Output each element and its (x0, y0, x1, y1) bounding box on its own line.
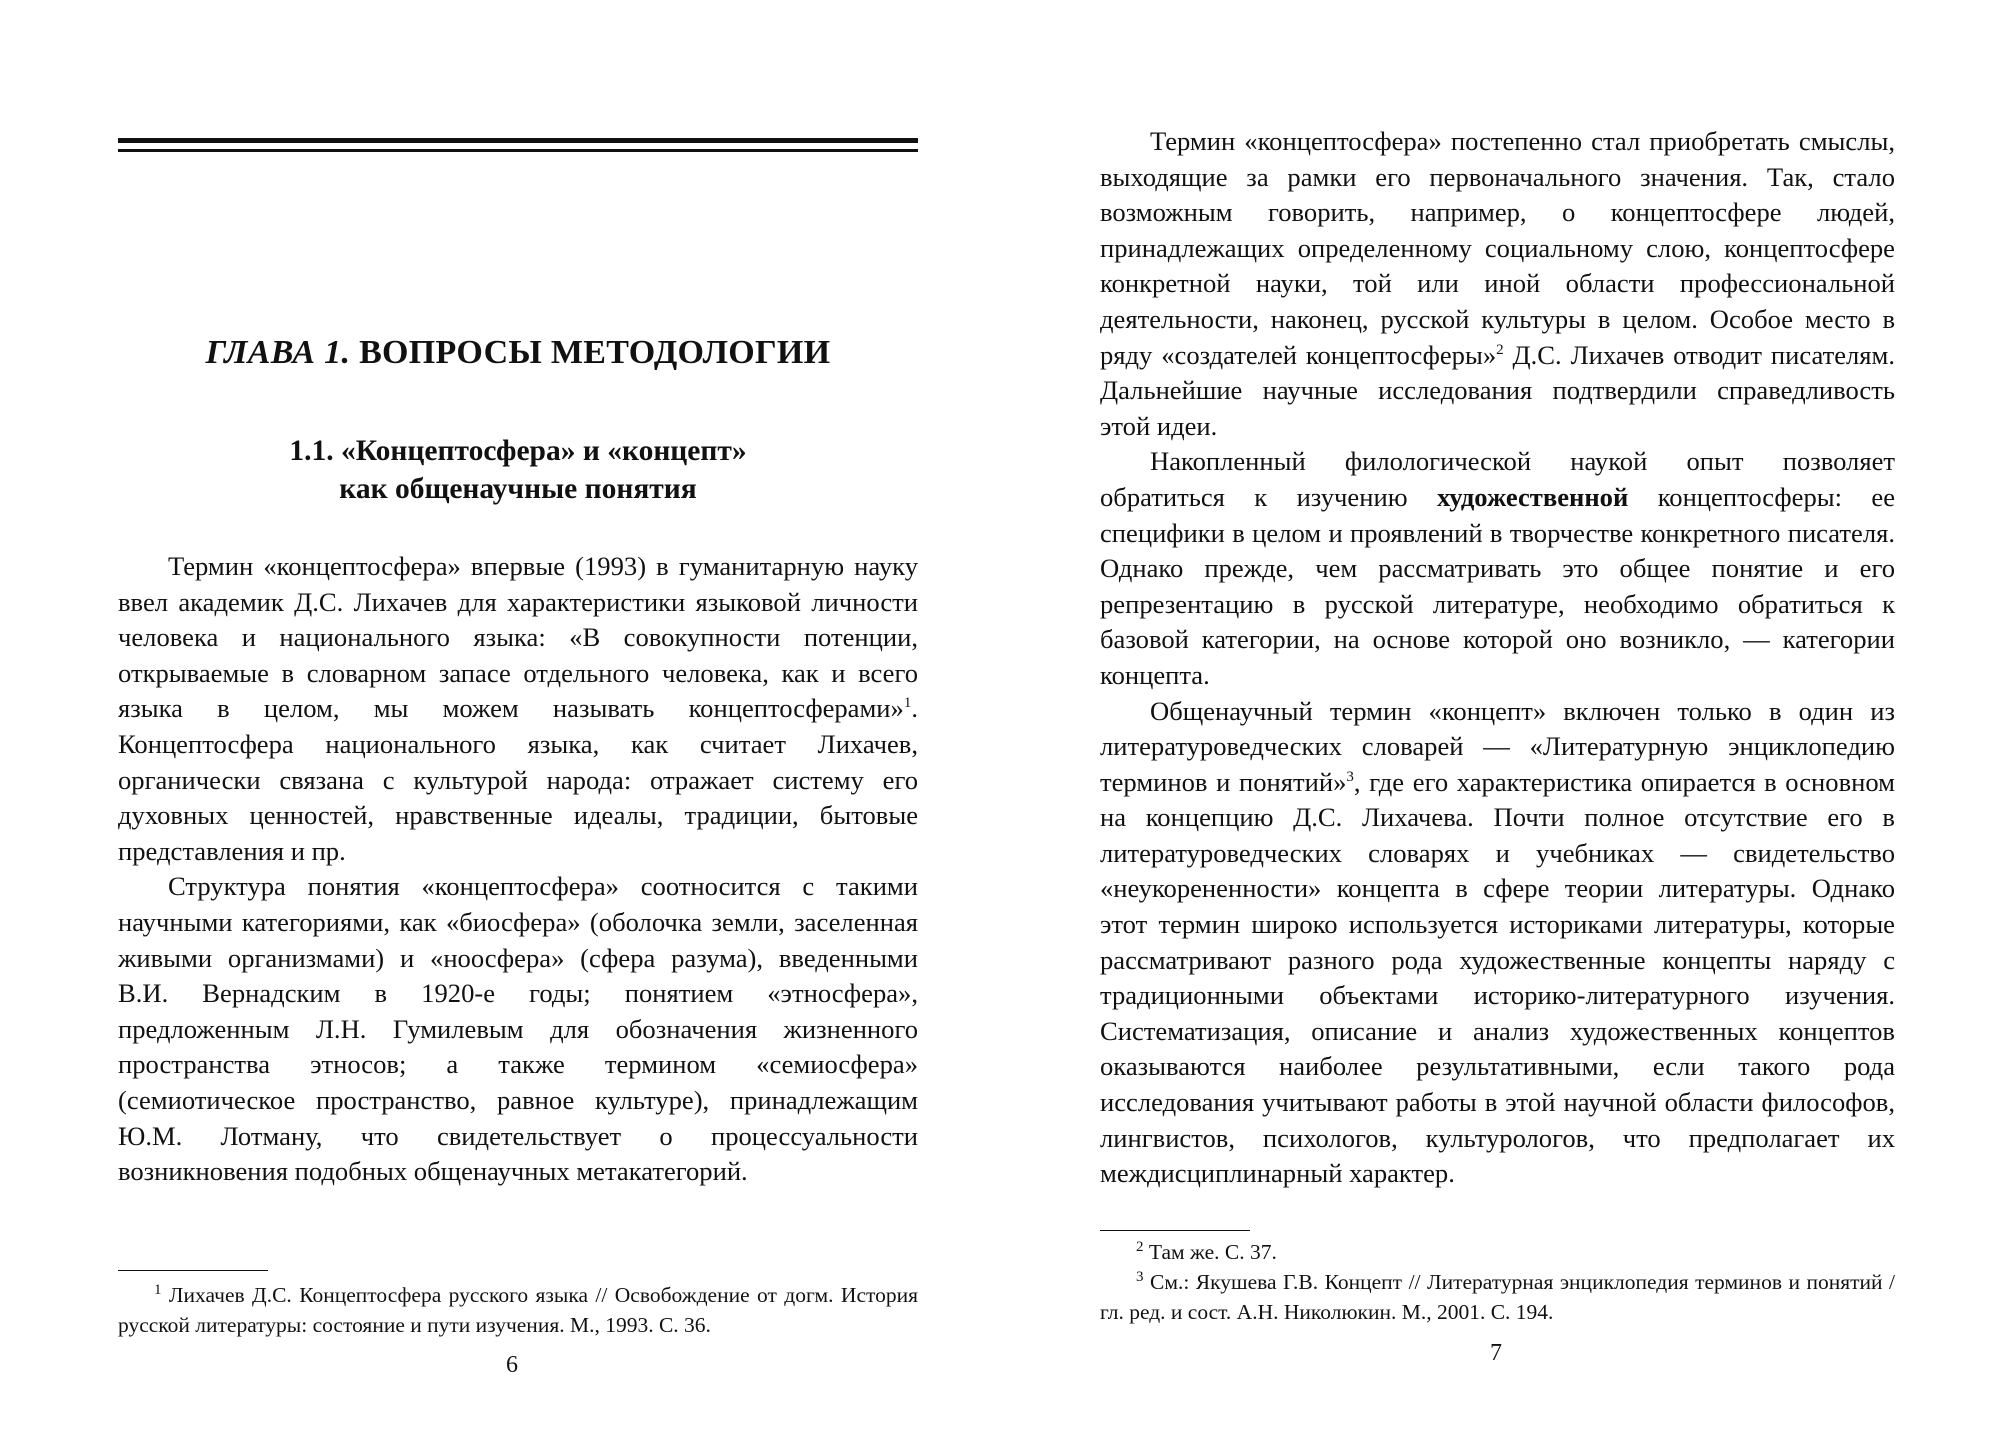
footnote-1-text: Лихачев Д.С. Концептосфера русского языка // Освобождение от догм. История русской литературы: состояние и пути изучения. М., 1993. С. 36. (118, 1283, 918, 1337)
left-footnote-rule (118, 1270, 268, 1271)
top-double-rule (118, 138, 918, 152)
section-title-line2: как общенаучные понятия (339, 473, 697, 505)
footnote-1 (118, 1280, 918, 1340)
chapter-title-prefix: ГЛАВА 1. (205, 334, 351, 371)
footnote-3-mark: 3 (1136, 1268, 1144, 1285)
right-paragraph-1 (1100, 124, 1895, 444)
page-number-right: 7 (1490, 1340, 1502, 1366)
section-title-line1: 1.1. «Концептосфера» и «концепт» (289, 435, 747, 467)
right-paragraph-1-text: Термин «концептосфера» постепенно стал приобретать смыслы, выходящие за рамки его первоначального значения. Так, стало возможным говорить, например, о концептосфере людей, принадлежащих определенному социальному слою, концептосфере конкретной науки, той или иной области профессиональной деятельности, наконец, русской культуры в целом. Особое место в ряду «создателей концептосферы» (1100, 126, 1895, 370)
right-paragraph-3 (1100, 694, 1895, 1192)
right-page (1100, 0, 1895, 1452)
chapter-title-main: ВОПРОСЫ МЕТОДОЛОГИИ (350, 334, 831, 371)
right-paragraph-3-head: Общенаучный термин «концепт» включен только в один из литературоведческих словарей — «Литературную энциклопедию терминов и понятий» (1100, 695, 1895, 797)
left-paragraph-1-tail: . Концептосфера национального языка, как считает Лихачев, органически связана с культурой народа: отражает систему его духовных ценностей, нравственные идеалы, традиции, бытовые представления и пр. (118, 693, 918, 866)
left-page (118, 0, 918, 1452)
right-paragraph-2-tail: концептосферы: ее специфики в целом и проявлений в творчестве конкретного писателя. Однако прежде, чем рассматривать это общее понятие и его репрезентацию в русской литературе, необходимо обратиться к базовой категории, на основе которой оно возникло, — категории концепта. (1100, 481, 1896, 690)
footnote-ref-3: 3 (1346, 768, 1354, 785)
right-footnotes (1100, 1237, 1895, 1327)
left-paragraph-2: Структура понятия «концептосфера» соотносится с такими научными категориями, как «биосфера» (оболочка земли, заселенная живыми организмами) и «ноосфера» (сфера разума), введенными В.И. Вернадским в 1920-е годы; понятием «этносфера», предложенным Л.Н. Гумилевым для обозначения жизненного пространства этносов; а также термином «семиосфера» (семиотическое пространство, равное культуре), принадлежащим Ю.М. Лотману, что свидетельствует о процессуальности возникновения подобных общенаучных метакатегорий. (118, 871, 918, 1187)
chapter-title (118, 334, 918, 372)
footnote-2 (1100, 1237, 1895, 1267)
footnote-ref-2: 2 (1496, 341, 1504, 358)
footnote-3 (1100, 1267, 1895, 1327)
left-body-text (118, 549, 918, 1190)
footnote-2-text: Там же. С. 37. (1143, 1240, 1277, 1264)
bold-word-hudozhestvennoy: художественной (1436, 481, 1629, 512)
right-paragraph-1-tail: Д.С. Лихачев отводит писателям. Дальнейшие научные исследования подтвердили справедливость этой идеи. (1100, 339, 1895, 441)
right-paragraph-3-tail: , где его характеристика опирается в основном на концепцию Д.С. Лихачева. Почти полное отсутствие его в литературоведческих словарях и учебниках — свидетельство «неукорененности» концепта в сфере теории литературы. Однако этот термин широко используется историками литературы, которые рассматривают разного рода художественные концепты наряду с традиционными объектами историко-литературного изучения. Систематизация, описание и анализ художественных концептов оказываются наиболее результативными, если такого рода исследования учитывают работы в этой научной области философов, лингвистов, психологов, культурологов, что предполагает их междисциплинарный характер. (1100, 766, 1895, 1189)
section-title (118, 432, 918, 508)
right-paragraph-2 (1100, 444, 1895, 693)
left-footnotes (118, 1280, 918, 1340)
footnote-2-mark: 2 (1136, 1238, 1144, 1255)
footnote-1-mark: 1 (154, 1281, 162, 1298)
right-paragraph-2-head: Накопленный филологической наукой опыт позволяет обратиться к изучению (1100, 446, 1895, 512)
left-paragraph-1-text: Термин «концептосфера» впервые (1993) в гуманитарную науку ввел академик Д.С. Лихачев для характеристики языковой личности человека и национального языка: «В совокупности потенции, открываемые в словарном запасе отдельного человека, как и всего языка в целом, мы можем называть концептосферами» (118, 551, 918, 724)
footnote-ref-1: 1 (903, 695, 912, 712)
right-body-text (1100, 124, 1895, 1192)
left-paragraph-1 (118, 549, 918, 869)
page-number-left: 6 (506, 1352, 518, 1378)
footnote-3-text: См.: Якушева Г.В. Концепт // Литературная энциклопедия терминов и понятий / гл. ред. и сост. А.Н. Николюкин. М., 2001. С. 194. (1100, 1270, 1895, 1324)
right-footnote-rule (1100, 1230, 1250, 1231)
